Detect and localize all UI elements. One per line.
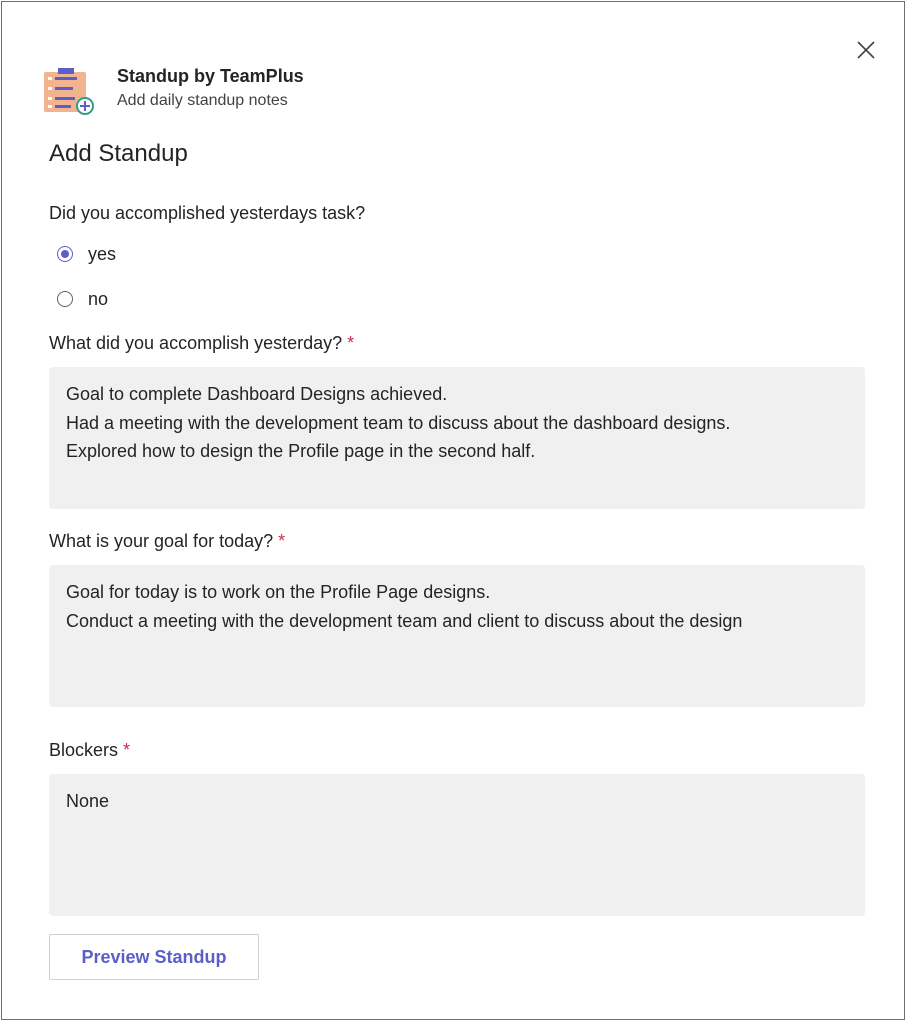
required-mark: * xyxy=(347,333,355,353)
question-text: Did you accomplished yesterdays task? xyxy=(49,203,366,223)
radio-option-no[interactable] xyxy=(57,287,108,311)
required-mark: * xyxy=(278,531,286,551)
radio-option-yes[interactable] xyxy=(57,242,116,266)
close-icon xyxy=(854,38,878,62)
close-button[interactable] xyxy=(854,38,878,62)
preview-standup-button[interactable]: Preview Standup xyxy=(49,934,259,980)
radio-button-no[interactable] xyxy=(57,291,73,307)
page-title: Add Standup xyxy=(49,140,188,167)
blockers-textarea[interactable]: None xyxy=(49,774,865,916)
question-yesterday-label xyxy=(49,333,354,354)
app-name: Standup by TeamPlus xyxy=(117,66,304,86)
question-blockers-label xyxy=(49,740,130,761)
required-mark: * xyxy=(123,740,131,760)
question-text: Blockers xyxy=(49,740,119,760)
clipboard-checklist-icon xyxy=(42,68,96,116)
add-standup-dialog xyxy=(1,1,905,1020)
question-accomplished-label xyxy=(49,203,365,224)
question-today-label xyxy=(49,531,285,552)
app-description: Add daily standup notes xyxy=(117,92,288,109)
today-goal-textarea[interactable]: Goal for today is to work on the Profile Page designs. Conduct a meeting with the development team and client to discuss about the design xyxy=(49,565,865,707)
yesterday-textarea[interactable]: Goal to complete Dashboard Designs achieved. Had a meeting with the development team to discuss about the dashboard designs. Explored how to design the Profile page in the second half. xyxy=(49,367,865,509)
question-text: What is your goal for today? xyxy=(49,531,274,551)
radio-label-yes: yes xyxy=(88,243,117,264)
radio-label-no: no xyxy=(88,288,109,309)
question-text: What did you accomplish yesterday? xyxy=(49,333,343,353)
radio-button-yes[interactable] xyxy=(57,246,73,262)
